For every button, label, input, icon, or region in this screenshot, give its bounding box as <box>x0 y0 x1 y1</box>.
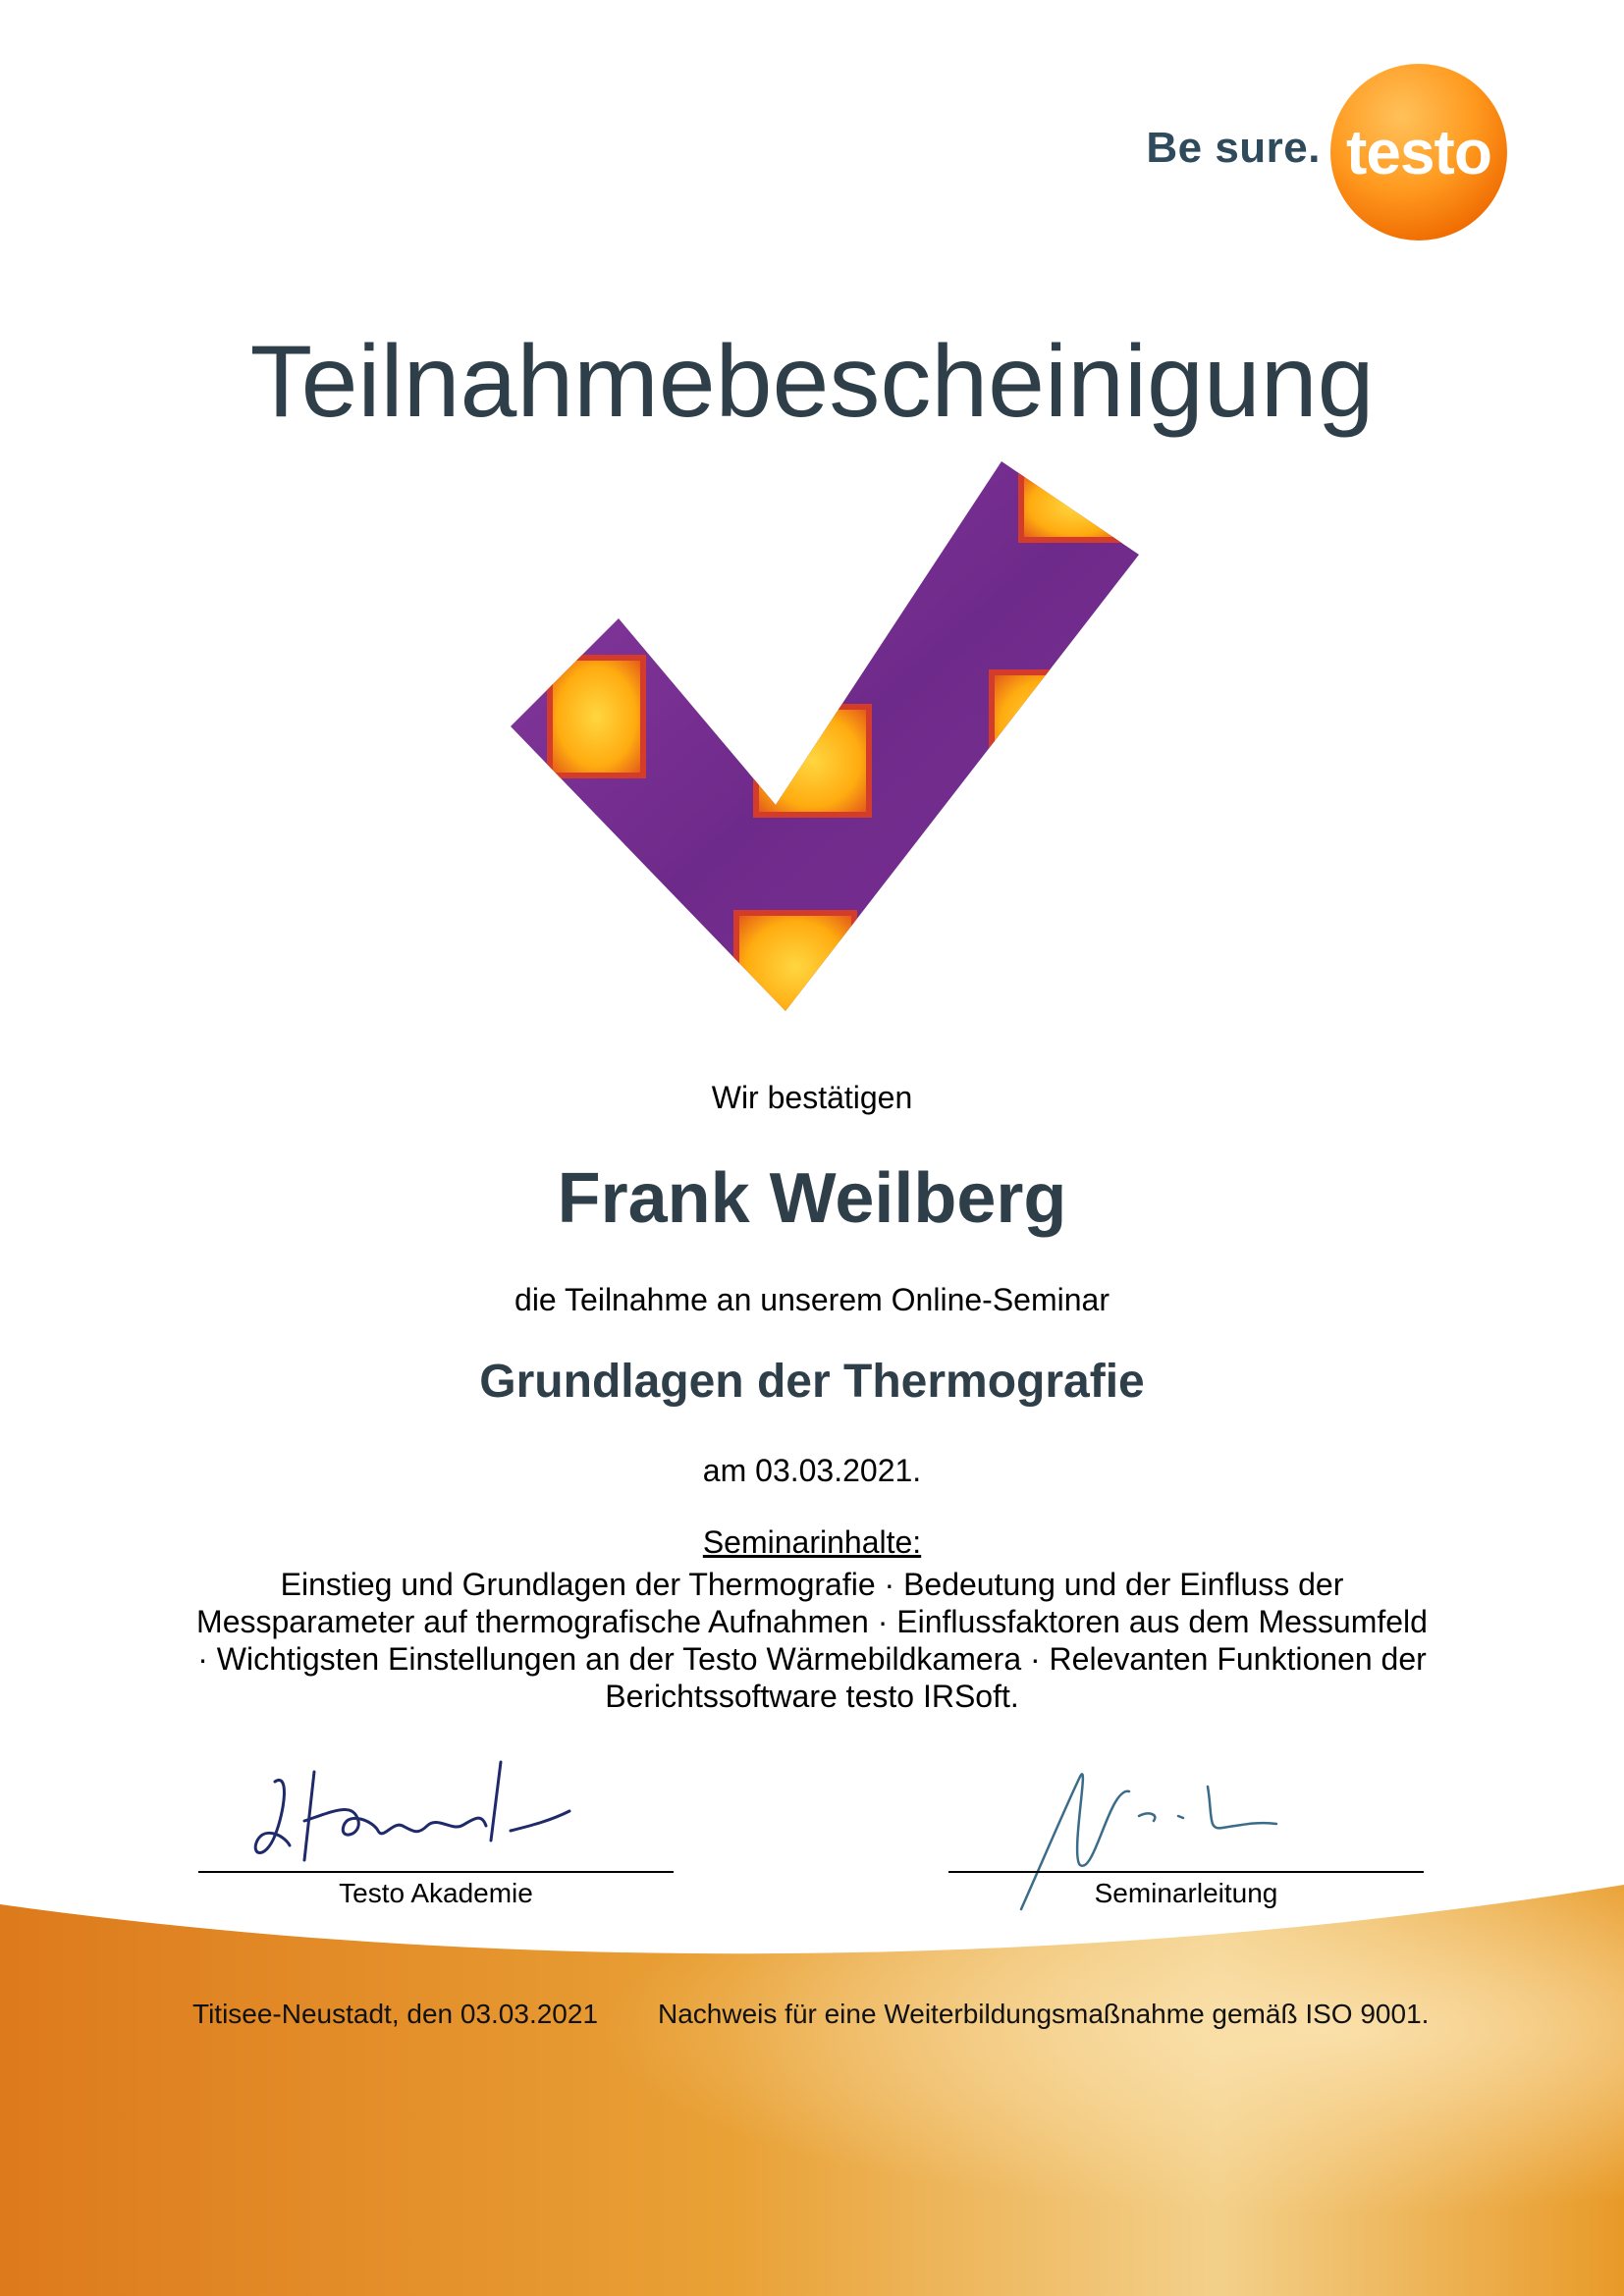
logo-brand: testo <box>1346 117 1491 187</box>
participant-name: Frank Weilberg <box>557 1159 1067 1238</box>
signature-line-left <box>198 1871 674 1873</box>
seminar-contents: Einstieg und Grundlagen der Thermografie · Bedeutung und der Einfluss der Messparameter auf thermografische Aufnahmen · Einflussfaktoren aus dem Messumfeld · Wichtigsten Einstellungen an der Testo Wärmebildkamera · Relevanten Funktionen der Berichtssoftware testo IRSoft. <box>196 1567 1428 1714</box>
certificate-title: Teilnahmebescheinigung <box>249 325 1375 439</box>
logo-tagline: Be sure. <box>1146 124 1321 172</box>
participation-text: die Teilnahme an unserem Online-Seminar <box>514 1282 1110 1317</box>
confirm-text: Wir bestätigen <box>711 1080 913 1115</box>
testo-logo <box>1124 59 1517 245</box>
decorative-band <box>0 1865 1624 2296</box>
seminar-date: am 03.03.2021. <box>702 1453 922 1488</box>
signature-label-left: Testo Akademie <box>339 1878 533 1908</box>
signature-label-right: Seminarleitung <box>1094 1878 1278 1908</box>
signature-line-right <box>948 1871 1424 1873</box>
signature-left <box>245 1742 579 1880</box>
seminar-title: Grundlagen der Thermografie <box>479 1356 1145 1408</box>
footer-place-date: Titisee-Neustadt, den 03.03.2021 <box>192 1999 599 2029</box>
footer-iso-note: Nachweis für eine Weiterbildungsmaßnahme gemäß ISO 9001. <box>658 1999 1430 2029</box>
thermal-checkmark-icon <box>511 461 1159 1031</box>
contents-heading: Seminarinhalte: <box>702 1524 922 1560</box>
